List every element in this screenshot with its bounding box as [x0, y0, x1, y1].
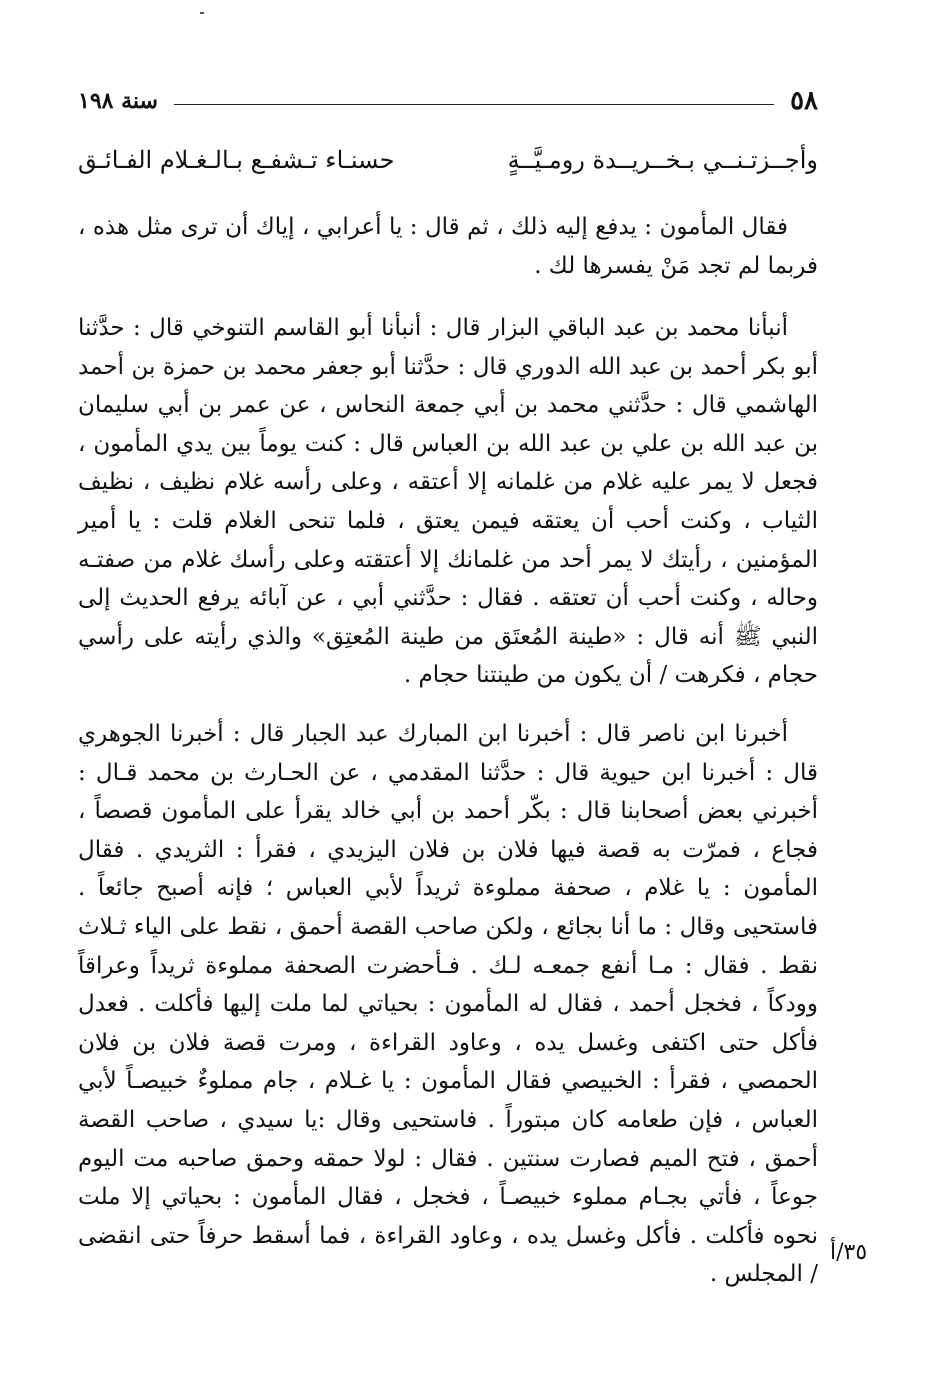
- paragraph-1: [78, 208, 818, 285]
- year-label: سنة ١٩٨: [78, 88, 158, 114]
- paragraph-2: [78, 309, 818, 695]
- folio-margin-note: ٣٥/أ: [830, 1240, 868, 1265]
- stray-mark: [200, 12, 204, 14]
- verse-first-hemistich: وأجــزتـنــي بـخــريــدة رومـيَّــةٍ: [507, 146, 818, 174]
- running-header: [78, 84, 818, 118]
- poem-verse: [78, 138, 818, 182]
- paragraph-3: [78, 715, 818, 1294]
- verse-second-hemistich: حسنـاء تـشفـع بـالـغـلام الفـائـق: [78, 146, 395, 174]
- page-number: ٥٨: [790, 86, 818, 116]
- paragraph-3-text: أخبرنا ابن ناصر قال : أخبرنا ابن المبارك عبد الجبار قال : أخبرنا الجوهري قال : أخبرنا ابن حيوية قال : حدَّثنا المقدمي ، عن الحـارث بن محمد قـال : أخبرني بعض أصحابنا قال : بكّر أحمد بن أبي خالد يقرأ على المأمون قصصاً ، فجاع ، فمرّت به قصة فيها فلان بن فلان اليزيدي ، فقرأ : الثريدي . فقال المأمون : يا غلام ، صحفة مملوءة ثريداً لأبي العباس ؛ فإنه أصبح جائعاً . فاستحيى وقال : ما أنا بجائع ، ولكن صاحب القصة أحمق ، نقط على الياء ثـلاث نقط . فقال : مـا أنفع جمعـه لـك . فـأحضرت الصحفة مملوءة ثريداً وعراقاً وودكاً ، فخجل أحمد ، فقال له المأمون : بحياتي لما ملت إليها فأكلت . فعدل فأكل حتى اكتفى وغسل يده ، وعاود القراءة ، ومرت قصة فلان بن فلان الحمصي ، فقرأ : الخبيصي فقال المأمون : يا غـلام ، جام مملوءٌ خبيصـاً لأبي العباس ، فإن طعامه كان مبتوراً . فاستحيى وقال :يا سيدي ، صاحب القصة أحمق ، فتح الميم فصارت سنتين . فقال : لولا حمقه وحمق صاحبه مت اليوم جوعاً ، فأتي بجـام مملوء خبيصـاً ، فخجل ، فقال المأمون : بحياتي إلا ملت نحوه فأكلت . فأكل وغسل يده ، وعاود القراءة ، فما أسقط حرفاً حتى انقضى / المجلس .: [78, 721, 818, 1288]
- paragraph-1-text: فقال المأمون : يدفع إليه ذلك ، ثم قال : يا أعرابي ، إياك أن ترى مثل هذه ، فربما لم تجد مَنْ يفسرها لك .: [78, 214, 818, 279]
- paragraph-2-text: أنبأنا محمد بن عبد الباقي البزار قال : أنبأنا أبو القاسم التنوخي قال : حدَّثنا أبو بكر أحمد بن عبد الله الدوري قال : حدَّثنا أبو جعفر محمد بن حمزة بن أحمد الهاشمي قال : حدَّثني محمد بن أبي جمعة النحاس ، عن عمر بن أبي سليمان بن عبد الله بن علي بن عبد الله بن العباس قال : كنت يوماً بين يدي المأمون ، فجعل لا يمر عليه غلام من غلمانه إلا أعتقه ، وعلى رأسه غلام نظيف ، نظيف الثياب ، وكنت أحب أن يعتقه فيمن يعتق ، فلما تنحى الغلام قلت : يا أمير المؤمنين ، رأيتك لا يمر أحد من غلمانك إلا أعتقته وعلى رأسك غلام من صفتـه وحاله ، وكنت أحب أن تعتقه . فقال : حدَّثني أبي ، عن آبائه يرفع الحديث إلى النبي ﷺ أنه قال : «طينة المُعتَق من طينة المُعتِق» والذي رأيته على رأسي حجام ، فكرهت / أن يكون من طينتنا حجام .: [78, 315, 818, 689]
- header-rule: [174, 104, 774, 105]
